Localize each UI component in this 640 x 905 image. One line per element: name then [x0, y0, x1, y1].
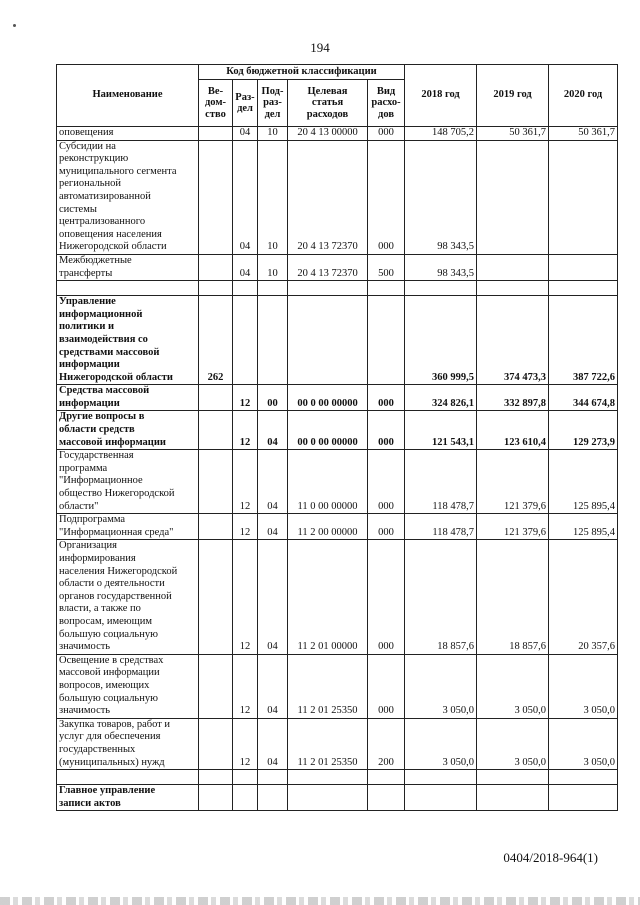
row-podrazdel: 04 — [258, 540, 288, 654]
empty-cell — [288, 770, 368, 785]
row-amount-2020: 125 895,4 — [549, 514, 618, 540]
empty-cell — [233, 281, 258, 296]
row-razdel — [233, 296, 258, 385]
row-vedomstvo — [199, 514, 233, 540]
row-amount-2020 — [549, 785, 618, 811]
row-vid-rashodov: 000 — [368, 654, 405, 718]
row-amount-2019: 18 857,6 — [477, 540, 549, 654]
row-amount-2020: 344 674,8 — [549, 385, 618, 411]
row-name: Субсидии на реконструкцию муниципального сегмента региональной автоматизированной системы централизованного оповещения населения Нижегородской области — [57, 140, 199, 254]
row-name: Другие вопросы в области средств массовой информации — [57, 411, 199, 450]
row-razdel: 04 — [233, 127, 258, 141]
row-vid-rashodov: 200 — [368, 718, 405, 769]
row-amount-2019: 374 473,3 — [477, 296, 549, 385]
row-vedomstvo — [199, 540, 233, 654]
row-amount-2019 — [477, 254, 549, 280]
table-body — [57, 127, 618, 811]
row-vid-rashodov: 000 — [368, 385, 405, 411]
row-razdel: 12 — [233, 514, 258, 540]
header-row-top — [57, 65, 618, 80]
row-name: Закупка товаров, работ и услуг для обеспечения государственных (муниципальных) нужд — [57, 718, 199, 769]
row-amount-2018: 3 050,0 — [405, 718, 477, 769]
row-amount-2019: 121 379,6 — [477, 450, 549, 514]
row-celevaya-statya — [288, 296, 368, 385]
row-vedomstvo — [199, 254, 233, 280]
row-name: Средства массовой информации — [57, 385, 199, 411]
scan-mark — [13, 24, 16, 27]
row-celevaya-statya: 11 2 00 00000 — [288, 514, 368, 540]
empty-cell — [477, 770, 549, 785]
table-row — [57, 785, 618, 811]
row-podrazdel: 04 — [258, 450, 288, 514]
table-row — [57, 450, 618, 514]
table-row — [57, 718, 618, 769]
row-name: Управление информационной политики и взаимодействия со средствами массовой информации Нижегородской области — [57, 296, 199, 385]
empty-cell — [405, 281, 477, 296]
header-vid-rashodov: Вид расхо- дов — [368, 80, 405, 127]
row-vedomstvo — [199, 411, 233, 450]
empty-cell — [368, 770, 405, 785]
row-amount-2019: 3 050,0 — [477, 654, 549, 718]
header-vedomstvo: Ве- дом- ство — [199, 80, 233, 127]
row-podrazdel: 10 — [258, 127, 288, 141]
empty-cell — [477, 281, 549, 296]
row-podrazdel: 04 — [258, 514, 288, 540]
empty-cell — [233, 770, 258, 785]
row-amount-2018: 360 999,5 — [405, 296, 477, 385]
row-vedomstvo: 262 — [199, 296, 233, 385]
page-number: 194 — [310, 40, 330, 55]
header-2020: 2020 год — [549, 65, 618, 127]
row-amount-2019 — [477, 785, 549, 811]
row-vid-rashodov: 000 — [368, 411, 405, 450]
row-amount-2018: 118 478,7 — [405, 450, 477, 514]
row-amount-2018: 148 705,2 — [405, 127, 477, 141]
empty-cell — [199, 770, 233, 785]
row-razdel: 12 — [233, 654, 258, 718]
document-code: 0404/2018-964(1) — [503, 850, 598, 865]
row-name: Организация информирования населения Нижегородской области о деятельности органов государственной власти, а также по вопросам, имеющим большую социальную значимость — [57, 540, 199, 654]
header-classification: Код бюджетной классификации — [199, 65, 405, 80]
empty-cell — [258, 281, 288, 296]
row-celevaya-statya: 11 2 01 25350 — [288, 718, 368, 769]
row-podrazdel: 04 — [258, 411, 288, 450]
row-podrazdel: 10 — [258, 254, 288, 280]
row-vedomstvo — [199, 450, 233, 514]
empty-cell — [549, 770, 618, 785]
table-row — [57, 254, 618, 280]
budget-table — [56, 64, 618, 811]
row-vid-rashodov — [368, 296, 405, 385]
row-podrazdel: 04 — [258, 654, 288, 718]
row-podrazdel — [258, 296, 288, 385]
empty-cell — [368, 281, 405, 296]
row-amount-2020: 387 722,6 — [549, 296, 618, 385]
row-amount-2020: 3 050,0 — [549, 654, 618, 718]
row-amount-2020: 125 895,4 — [549, 450, 618, 514]
table-row — [57, 140, 618, 254]
row-amount-2018: 98 343,5 — [405, 254, 477, 280]
row-amount-2020: 20 357,6 — [549, 540, 618, 654]
header-celevaya-statya: Целевая статья расходов — [288, 80, 368, 127]
row-vedomstvo — [199, 127, 233, 141]
table-row — [57, 654, 618, 718]
row-amount-2019: 3 050,0 — [477, 718, 549, 769]
row-amount-2020 — [549, 254, 618, 280]
scan-edge-strip — [0, 897, 640, 905]
row-vedomstvo — [199, 140, 233, 254]
row-vid-rashodov: 000 — [368, 540, 405, 654]
row-celevaya-statya: 00 0 00 00000 — [288, 385, 368, 411]
empty-cell — [288, 281, 368, 296]
row-razdel: 04 — [233, 140, 258, 254]
row-celevaya-statya: 00 0 00 00000 — [288, 411, 368, 450]
empty-cell — [405, 770, 477, 785]
row-name: Государственная программа "Информационное общество Нижегородской области" — [57, 450, 199, 514]
row-amount-2018: 118 478,7 — [405, 514, 477, 540]
row-podrazdel: 00 — [258, 385, 288, 411]
row-amount-2020 — [549, 140, 618, 254]
empty-cell — [258, 770, 288, 785]
row-amount-2018: 324 826,1 — [405, 385, 477, 411]
row-vedomstvo — [199, 385, 233, 411]
row-name: Межбюджетные трансферты — [57, 254, 199, 280]
row-amount-2018 — [405, 785, 477, 811]
row-amount-2019: 123 610,4 — [477, 411, 549, 450]
row-razdel: 12 — [233, 450, 258, 514]
row-amount-2020: 129 273,9 — [549, 411, 618, 450]
row-amount-2018: 98 343,5 — [405, 140, 477, 254]
row-vedomstvo — [199, 718, 233, 769]
table-row — [57, 540, 618, 654]
row-vid-rashodov: 000 — [368, 450, 405, 514]
row-amount-2018: 121 543,1 — [405, 411, 477, 450]
table-row — [57, 514, 618, 540]
empty-cell — [57, 281, 199, 296]
row-celevaya-statya: 11 0 00 00000 — [288, 450, 368, 514]
row-vid-rashodov: 000 — [368, 514, 405, 540]
row-celevaya-statya: 20 4 13 72370 — [288, 140, 368, 254]
row-razdel: 12 — [233, 718, 258, 769]
row-razdel: 04 — [233, 254, 258, 280]
row-name: оповещения — [57, 127, 199, 141]
row-amount-2019: 121 379,6 — [477, 514, 549, 540]
row-amount-2018: 3 050,0 — [405, 654, 477, 718]
header-2018: 2018 год — [405, 65, 477, 127]
row-celevaya-statya: 20 4 13 00000 — [288, 127, 368, 141]
row-celevaya-statya — [288, 785, 368, 811]
header-razdel: Раз- дел — [233, 80, 258, 127]
row-vid-rashodov — [368, 785, 405, 811]
row-vid-rashodov: 500 — [368, 254, 405, 280]
row-vedomstvo — [199, 654, 233, 718]
row-razdel: 12 — [233, 540, 258, 654]
row-vid-rashodov: 000 — [368, 140, 405, 254]
empty-cell — [549, 281, 618, 296]
row-amount-2018: 18 857,6 — [405, 540, 477, 654]
row-name: Освещение в средствах массовой информации вопросов, имеющих большую социальную значимость — [57, 654, 199, 718]
table-row — [57, 296, 618, 385]
header-name: Наименование — [57, 65, 199, 127]
table-row — [57, 127, 618, 141]
row-celevaya-statya: 11 2 01 25350 — [288, 654, 368, 718]
row-celevaya-statya: 11 2 01 00000 — [288, 540, 368, 654]
table-row — [57, 385, 618, 411]
row-podrazdel: 04 — [258, 718, 288, 769]
empty-cell — [199, 281, 233, 296]
spacer-row — [57, 770, 618, 785]
header-podrazdel: Под- раз- дел — [258, 80, 288, 127]
empty-cell — [57, 770, 199, 785]
table-row — [57, 411, 618, 450]
row-podrazdel: 10 — [258, 140, 288, 254]
spacer-row — [57, 281, 618, 296]
header-2019: 2019 год — [477, 65, 549, 127]
row-celevaya-statya: 20 4 13 72370 — [288, 254, 368, 280]
row-amount-2019: 50 361,7 — [477, 127, 549, 141]
row-amount-2020: 50 361,7 — [549, 127, 618, 141]
row-name: Подпрограмма "Информационная среда" — [57, 514, 199, 540]
row-amount-2019: 332 897,8 — [477, 385, 549, 411]
row-razdel — [233, 785, 258, 811]
row-razdel: 12 — [233, 411, 258, 450]
row-amount-2020: 3 050,0 — [549, 718, 618, 769]
row-amount-2019 — [477, 140, 549, 254]
row-razdel: 12 — [233, 385, 258, 411]
row-vedomstvo — [199, 785, 233, 811]
row-vid-rashodov: 000 — [368, 127, 405, 141]
row-name: Главное управление записи актов — [57, 785, 199, 811]
row-podrazdel — [258, 785, 288, 811]
